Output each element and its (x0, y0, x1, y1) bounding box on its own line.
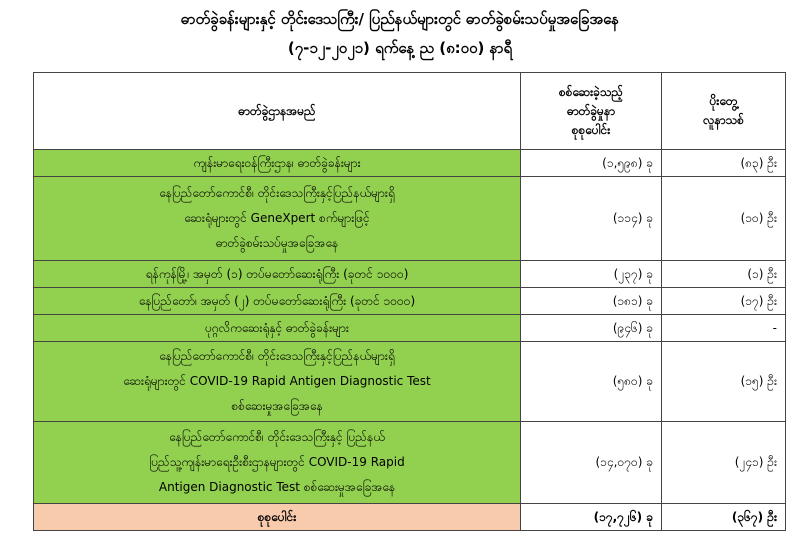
lab-name-line: ကျန်းမာရေးဝန်ကြီးဌာန၊ ဓာတ်ခွဲခန်းများ (193, 155, 361, 170)
header-positive-line: လူနာသစ် (703, 113, 744, 127)
lab-name-cell (34, 315, 521, 342)
positive-count-cell: - (662, 315, 786, 342)
report-title: ဓာတ်ခွဲခန်းများနှင့် တိုင်းဒေသကြီး/ ပြည်နယ်များတွင် ဓာတ်ခွဲစမ်းသပ်မှုအခြေအနေ (180, 10, 620, 28)
positive-count-cell: (၁၅) ဦး (662, 342, 786, 422)
lab-name-cell (34, 422, 521, 504)
lab-name-line: ပြည်သူ့ကျန်းမာရေးဦးစီးဌာနများတွင် COVID-19 Rapid (149, 455, 405, 469)
lab-name-line: နေပြည်တော်ကောင်စီ၊ တိုင်းဒေသကြီးနှင့်ပြည်နယ်များရှိ (159, 186, 395, 200)
lab-testing-table (33, 72, 786, 531)
lab-name-line: နေပြည်တော်ကောင်စီ၊ တိုင်းဒေသကြီးနှင့် ပြည်နယ် (169, 430, 385, 444)
lab-name-cell (34, 150, 521, 177)
lab-name-line: ဆေးရုံများတွင် COVID-19 Rapid Antigen Diagnostic Test (123, 374, 431, 388)
lab-name-cell (34, 288, 521, 315)
table-header-row (34, 73, 786, 150)
total-tested: (၁၇,၇၂၆) ခု (521, 504, 662, 531)
table-row (34, 261, 786, 288)
positive-count-cell: (၁၇) ဦး (662, 288, 786, 315)
header-positive (662, 73, 786, 150)
positive-count-cell: (၈၃) ဦး (662, 150, 786, 177)
lab-name-cell (34, 177, 521, 261)
lab-name-line: ရန်ကုန်မြို့၊ အမှတ် (၁) တပ်မတော်ဆေးရုံကြီး (ခုတင် ၁၀၀၀) (145, 266, 409, 281)
lab-name-line: ပုဂ္ဂလိကဆေးရုံနှင့် ဓာတ်ခွဲခန်းများ (205, 320, 349, 335)
table-row (34, 315, 786, 342)
header-tested-line: စစ်ဆေးခဲ့သည့် (558, 84, 624, 99)
table-row (34, 422, 786, 504)
table-row (34, 288, 786, 315)
tested-count-cell: (၁၄,၀၇၀) ခု (521, 422, 662, 504)
header-lab-name: ဓာတ်ခွဲဌာနအမည် (34, 73, 521, 150)
lab-name-line: Antigen Diagnostic Test စစ်ဆေးမှုအခြေအနေ (158, 480, 396, 494)
table-body (34, 150, 786, 531)
lab-name-line: ဆေးရုံများတွင် GeneXpert စက်များဖြင့် (184, 211, 370, 225)
tested-count-cell: (၉၄၆) ခု (521, 315, 662, 342)
lab-name-line: ဓာတ်ခွဲစမ်းသပ်မှုအခြေအနေ (215, 236, 339, 250)
header-tested-line: စုစုပေါင်း (571, 122, 611, 137)
total-positive: (၃၆၇) ဦး (662, 504, 786, 531)
tested-count-cell: (၅၈၀) ခု (521, 342, 662, 422)
lab-name-line: နေပြည်တော်၊ အမှတ် (၂) တပ်မတော်ဆေးရုံကြီး (ခုတင် ၁၀၀၀) (138, 293, 416, 308)
total-row (34, 504, 786, 531)
positive-count-cell: (၂၄၁) ဦး (662, 422, 786, 504)
lab-name-cell (34, 261, 521, 288)
tested-count-cell: (၁၈၁) ခု (521, 288, 662, 315)
lab-name-line: စစ်ဆေးမှုအခြေအနေ (231, 399, 323, 413)
positive-count-cell: (၁) ဦး (662, 261, 786, 288)
tested-count-cell: (၂၃၇) ခု (521, 261, 662, 288)
total-label: စုစုပေါင်း (34, 504, 521, 531)
lab-name-cell (34, 342, 521, 422)
report-datetime: (၇-၁၂-၂၀၂၁) ရက်နေ့ ည (၈:၀၀) နာရီ (287, 39, 513, 57)
positive-count-cell: (၁၀) ဦး (662, 177, 786, 261)
header-tested-line: ဓာတ်ခွဲမှုနာ (566, 103, 616, 118)
table-row (34, 177, 786, 261)
header-positive-line: ပိုးတွေ့ (709, 94, 738, 108)
tested-count-cell: (၁၁၄) ခု (521, 177, 662, 261)
table-row (34, 150, 786, 177)
tested-count-cell: (၁,၅၉၈) ခု (521, 150, 662, 177)
lab-name-line: နေပြည်တော်ကောင်စီ၊ တိုင်းဒေသကြီးနှင့်ပြည်နယ်များရှိ (159, 349, 395, 363)
header-tested (521, 73, 662, 150)
table-row (34, 342, 786, 422)
